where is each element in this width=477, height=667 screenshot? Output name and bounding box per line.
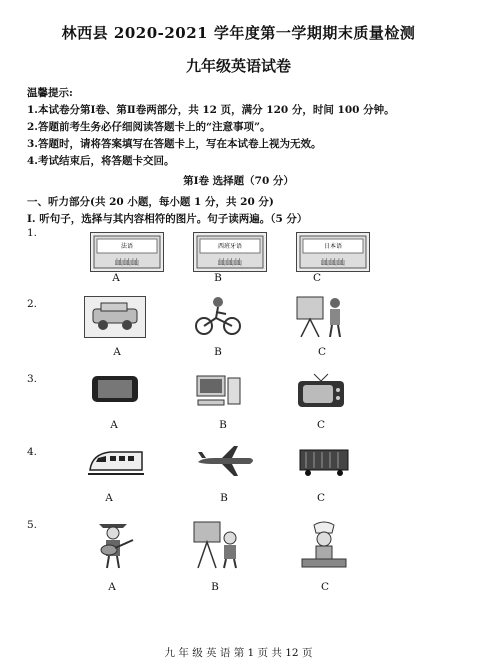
option-b: B: [211, 581, 219, 593]
option-a: A: [110, 419, 118, 431]
book-title-b: 西班牙语: [217, 243, 243, 250]
airplane-image: [194, 444, 258, 478]
option-c: C: [320, 581, 330, 593]
option-c: C: [317, 346, 327, 358]
freight-train-image: [296, 444, 352, 480]
option-b: B: [214, 272, 222, 284]
guitar-player-image: [87, 520, 139, 570]
option-a: A: [113, 346, 121, 358]
painter-image: [293, 293, 347, 337]
car-image: [84, 296, 146, 338]
book-spanish-image: [193, 232, 267, 272]
computer-image: [194, 372, 244, 408]
cook-image: [296, 521, 352, 569]
artist-painting-image: [190, 518, 246, 570]
cyclist-image: [190, 294, 246, 336]
question-number: 4.: [27, 446, 38, 458]
page-footer: 九 年 级 英 语 第 1 页 共 12 页: [164, 647, 313, 659]
option-b: B: [220, 492, 228, 504]
question-number: 3.: [27, 373, 38, 385]
svg-text:屾屾屾: 屾屾屾: [218, 258, 242, 267]
svg-text:屾屾屾: 屾屾屾: [321, 258, 345, 267]
section-title: 一、听力部分(共 20 小题，每小题 1 分，共 20 分): [27, 196, 274, 208]
part-title: 第Ⅰ卷 选择题（70 分）: [183, 175, 294, 187]
notice-heading: 温馨提示:: [27, 87, 73, 99]
option-c: C: [316, 419, 326, 431]
option-a: A: [108, 581, 116, 593]
book-title-a: 法语: [120, 243, 134, 250]
question-number: 5.: [27, 519, 38, 531]
notice-item-2: 2.答题前考生务必仔细阅读答题卡上的“注意事项”。: [27, 121, 271, 133]
notice-item-3: 3.答题时，请将答案填写在答题卡上，写在本试卷上视为无效。: [27, 138, 322, 150]
svg-text:屾屾屾: 屾屾屾: [115, 258, 139, 267]
television-image: [296, 372, 346, 408]
option-c: C: [316, 492, 326, 504]
option-b: B: [214, 346, 222, 358]
question-number: 1.: [27, 227, 38, 239]
notice-item-1: 1.本试卷分第Ⅰ卷、第Ⅱ卷两部分，共 12 页，满分 120 分，时间 100 分钟。: [27, 104, 395, 116]
mobile-phone-image: [90, 372, 140, 406]
option-a: A: [105, 492, 113, 504]
option-b: B: [219, 419, 227, 431]
book-japanese-image: [296, 232, 370, 272]
book-french-image: [90, 232, 164, 272]
book-title-c: 日本语: [323, 243, 343, 250]
option-c: C: [312, 272, 322, 284]
exam-subtitle: 九年级英语试卷: [185, 57, 291, 75]
instruction: Ⅰ. 听句子，选择与其内容相符的图片。句子读两遍。（5 分）: [27, 213, 308, 225]
exam-title: 林西县 2020-2021 学年度第一学期期末质量检测: [61, 24, 416, 42]
high-speed-train-image: [86, 444, 146, 478]
notice-item-4: 4.考试结束后，将答题卡交回。: [27, 155, 175, 167]
option-a: A: [112, 272, 120, 284]
question-number: 2.: [27, 298, 38, 310]
